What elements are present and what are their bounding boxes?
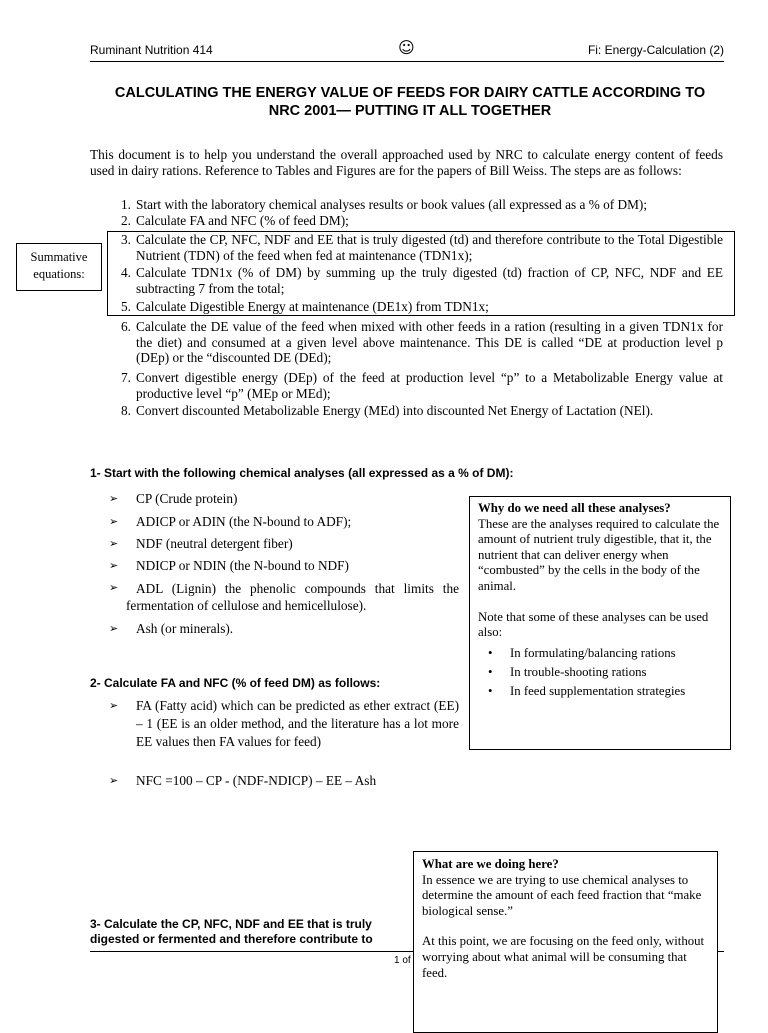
list-item: ➢ NDF (neutral detergent fiber) [109, 536, 293, 551]
arrow-bullet-icon: ➢ [109, 560, 119, 572]
list-item: ➢ NDICP or NDIN (the N-bound to NDF) [109, 558, 349, 573]
header-course: Ruminant Nutrition 414 [90, 43, 213, 57]
title-line-1: CALCULATING THE ENERGY VALUE OF FEEDS FOR DAIRY CATTLE ACCORDING TO [114, 85, 706, 101]
what-box-title: What are we doing here? [422, 857, 559, 871]
page-number: 1 of [394, 955, 411, 966]
what-box-paragraph-1: In essence we are trying to use chemical analyses to determine the amount of each feed fraction that “make biological sense.” [422, 872, 702, 918]
why-box-bullet: • In trouble-shooting rations [478, 663, 724, 682]
arrow-bullet-icon: ➢ [109, 493, 119, 505]
header-divider [90, 61, 724, 62]
list-item: ➢ FA (Fatty acid) which can be predicted as ether extract (EE) – 1 (EE is an older method, and the literature has a lot more EE values then FA values for feed) [109, 698, 459, 749]
step-1: 1. Start with the laboratory chemical analyses results or book values (all expressed as a % of DM); [121, 197, 648, 212]
section-3-heading: 3- Calculate the CP, NFC, NDF and EE that is truly digested or fermented and therefore contribute to [90, 917, 373, 946]
section-1-heading: 1- Start with the following chemical analyses (all expressed as a % of DM): [90, 466, 514, 480]
step-7: 7. Convert digestible energy (DEp) of the feed at production level “p” to a Metabolizable Energy value at productive level “p” (MEp or MEd); [121, 370, 723, 401]
list-item: ➢ ADICP or ADIN (the N-bound to ADF); [109, 514, 352, 529]
summative-label: Summative equations: [30, 250, 88, 281]
step-8: 8. Convert discounted Metabolizable Energy (MEd) into discounted Net Energy of Lactation (NEl). [121, 403, 654, 418]
why-box-title: Why do we need all these analyses? [478, 501, 671, 515]
why-box-bullet: • In feed supplementation strategies [478, 682, 724, 701]
list-item: ➢ NFC =100 – CP - (NDF-NDICP) – EE – Ash [109, 773, 377, 788]
title-line-2: NRC 2001— PUTTING IT ALL TOGETHER [268, 103, 552, 119]
arrow-bullet-icon: ➢ [109, 538, 119, 550]
document-title [90, 84, 730, 120]
smiley-icon: ☺ [398, 38, 415, 57]
summative-label-box [16, 243, 102, 291]
step-6: 6. Calculate the DE value of the feed when mixed with other feeds in a ration (resulting in a given TDN1x for the diet) and consumed at a given level above maintenance. This DE is called “DE at production level p (DEp) or the “discounted DE (DEd); [121, 319, 723, 365]
arrow-bullet-icon: ➢ [109, 623, 119, 635]
list-item: ➢ Ash (or minerals). [109, 621, 234, 636]
section-2-heading: 2- Calculate FA and NFC (% of feed DM) as follows: [90, 676, 381, 690]
why-box-paragraph-1: These are the analyses required to calculate the amount of nutrient truly digestible, that it, the nutrient that can deliver energy when “combusted” by the cells in the body of the animal. [478, 516, 720, 593]
step-5: 5. Calculate Digestible Energy at maintenance (DE1x) from TDN1x; [121, 299, 489, 314]
header-document-id: Fi: Energy-Calculation (2) [587, 43, 724, 57]
arrow-bullet-icon: ➢ [109, 516, 119, 528]
list-item: ➢ ADL (Lignin) the phenolic compounds that limits the fermentation of cellulose and hemicellulose). [109, 581, 459, 613]
arrow-bullet-icon: ➢ [109, 700, 119, 712]
arrow-bullet-icon: ➢ [109, 775, 119, 787]
step-2: 2. Calculate FA and NFC (% of feed DM); [121, 213, 349, 228]
step-4: 4. Calculate TDN1x (% of DM) by summing up the truly digested (td) fraction of CP, NFC, NDF and EE subtracting 7 from the total; [121, 265, 723, 296]
list-item: ➢ CP (Crude protein) [109, 491, 238, 506]
what-box-paragraph-2: At this point, we are focusing on the feed only, without worrying about what animal will be consuming that feed. [422, 934, 705, 980]
why-analyses-box [469, 496, 731, 750]
step-3: 3. Calculate the CP, NFC, NDF and EE that is truly digested (td) and therefore contribute to the Total Digestible Nutrient (TDN) of the feed when fed at maintenance (TDN1x); [121, 232, 723, 263]
why-box-bullet: • In formulating/balancing rations [478, 644, 724, 663]
what-doing-box [413, 851, 718, 1033]
arrow-bullet-icon: ➢ [109, 582, 119, 594]
why-box-paragraph-2: Note that some of these analyses can be used also: [478, 609, 709, 640]
intro-paragraph: This document is to help you understand the overall approached used by NRC to calculate energy content of feeds used in dairy rations. Reference to Tables and Figures are for the papers of Bill Weiss. The steps are as follows: [90, 147, 723, 178]
